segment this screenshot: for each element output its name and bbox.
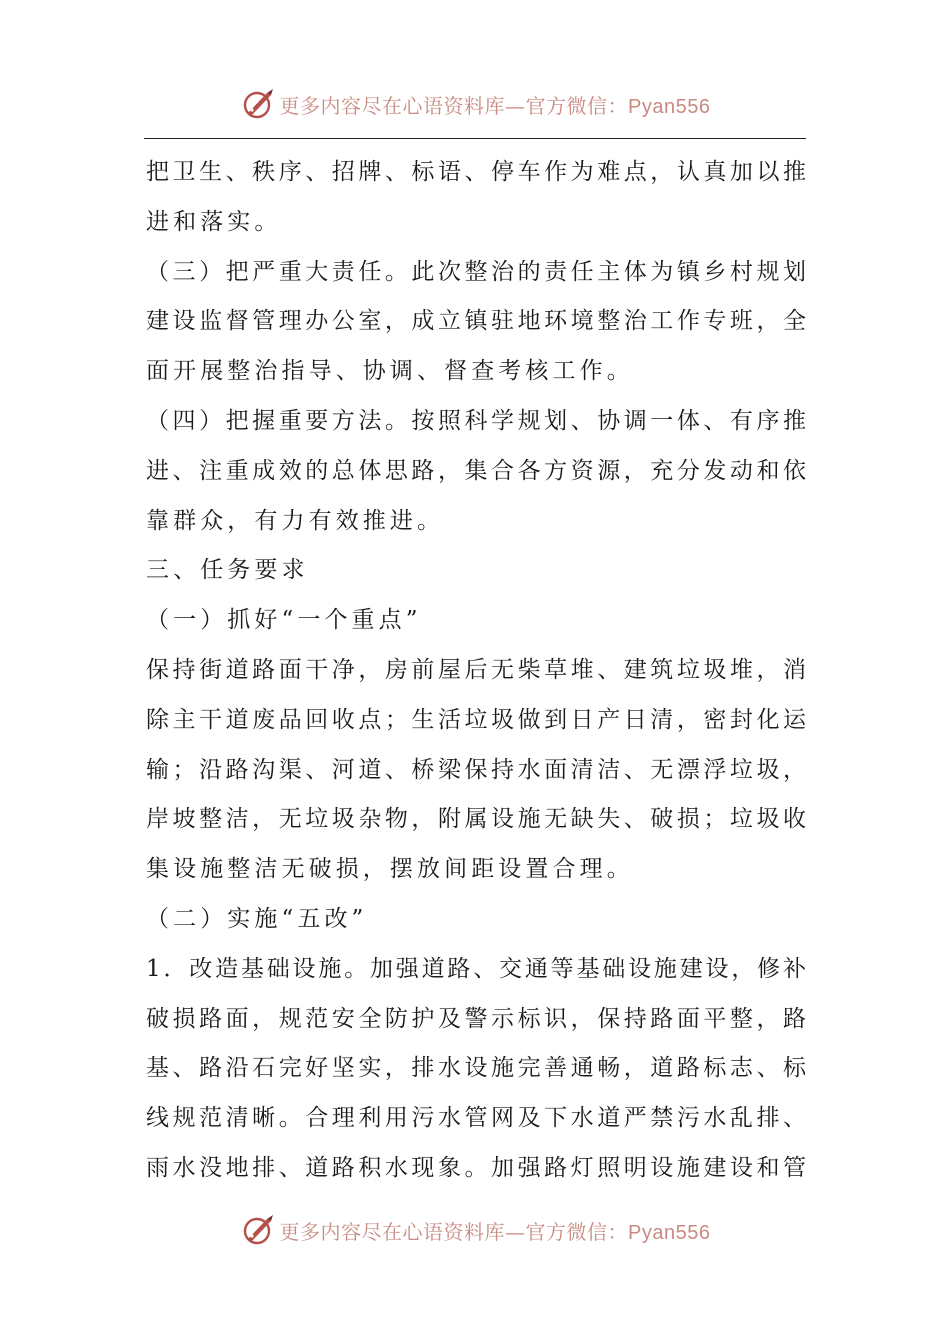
text-line: 进、注重成效的总体思路，集合各方资源，充分发动和依 (146, 457, 806, 484)
footer-watermark (0, 1210, 950, 1250)
header-divider (144, 138, 806, 139)
text-line: （二）实施“五改” (146, 905, 368, 932)
pen-logo-icon (240, 1212, 276, 1248)
text-line: 线规范清晰。合理利用污水管网及下水道严禁污水乱排、 (146, 1105, 806, 1132)
header-watermark (0, 84, 950, 124)
text-line: 建设监督管理办公室，成立镇驻地环境整治工作专班，全 (146, 308, 806, 335)
text-line: 把卫生、秩序、招牌、标语、停车作为难点，认真加以推 (146, 159, 806, 185)
text-line: 雨水没地排、道路积水现象。加强路灯照明设施建设和管 (146, 1154, 806, 1181)
watermark-text: 更多内容尽在心语资料库—官方微信：Pyan556 (279, 1219, 711, 1244)
text-line: 除主干道废品回收点；生活垃圾做到日产日清，密封化运 (146, 706, 806, 733)
text-line: 集设施整洁无破损，摆放间距设置合理。 (146, 856, 634, 883)
text-line: 靠群众，有力有效推进。 (146, 507, 445, 534)
text-line: 破损路面，规范安全防护及警示标识，保持路面平整，路 (146, 1005, 806, 1032)
text-line: 岸坡整洁，无垃圾杂物，附属设施无缺失、破损；垃圾收 (146, 806, 806, 833)
text-line: 1．改造基础设施。加强道路、交通等基础设施建设，修补 (146, 955, 806, 982)
text-line: （四）把握重要方法。按照科学规划、协调一体、有序推 (146, 407, 806, 434)
text-line: 保持街道路面干净，房前屋后无柴草堆、建筑垃圾堆，消 (146, 656, 806, 683)
text-line: （一）抓好“一个重点” (146, 607, 422, 634)
watermark-text: 更多内容尽在心语资料库—官方微信：Pyan556 (279, 93, 711, 118)
text-line: 进和落实。 (146, 208, 282, 235)
text-line: 面开展整治指导、协调、督查考核工作。 (146, 358, 634, 385)
text-line: 基、路沿石完好坚实，排水设施完善通畅，道路标志、标 (146, 1055, 806, 1082)
text-line: （三）把严重大责任。此次整治的责任主体为镇乡村规划 (146, 258, 806, 285)
document-body (146, 148, 806, 1194)
text-line: 输；沿路沟渠、河道、桥梁保持水面清洁、无漂浮垃圾， (146, 756, 806, 783)
text-line: 三、任务要求 (146, 557, 309, 584)
pen-logo-icon (240, 86, 276, 122)
